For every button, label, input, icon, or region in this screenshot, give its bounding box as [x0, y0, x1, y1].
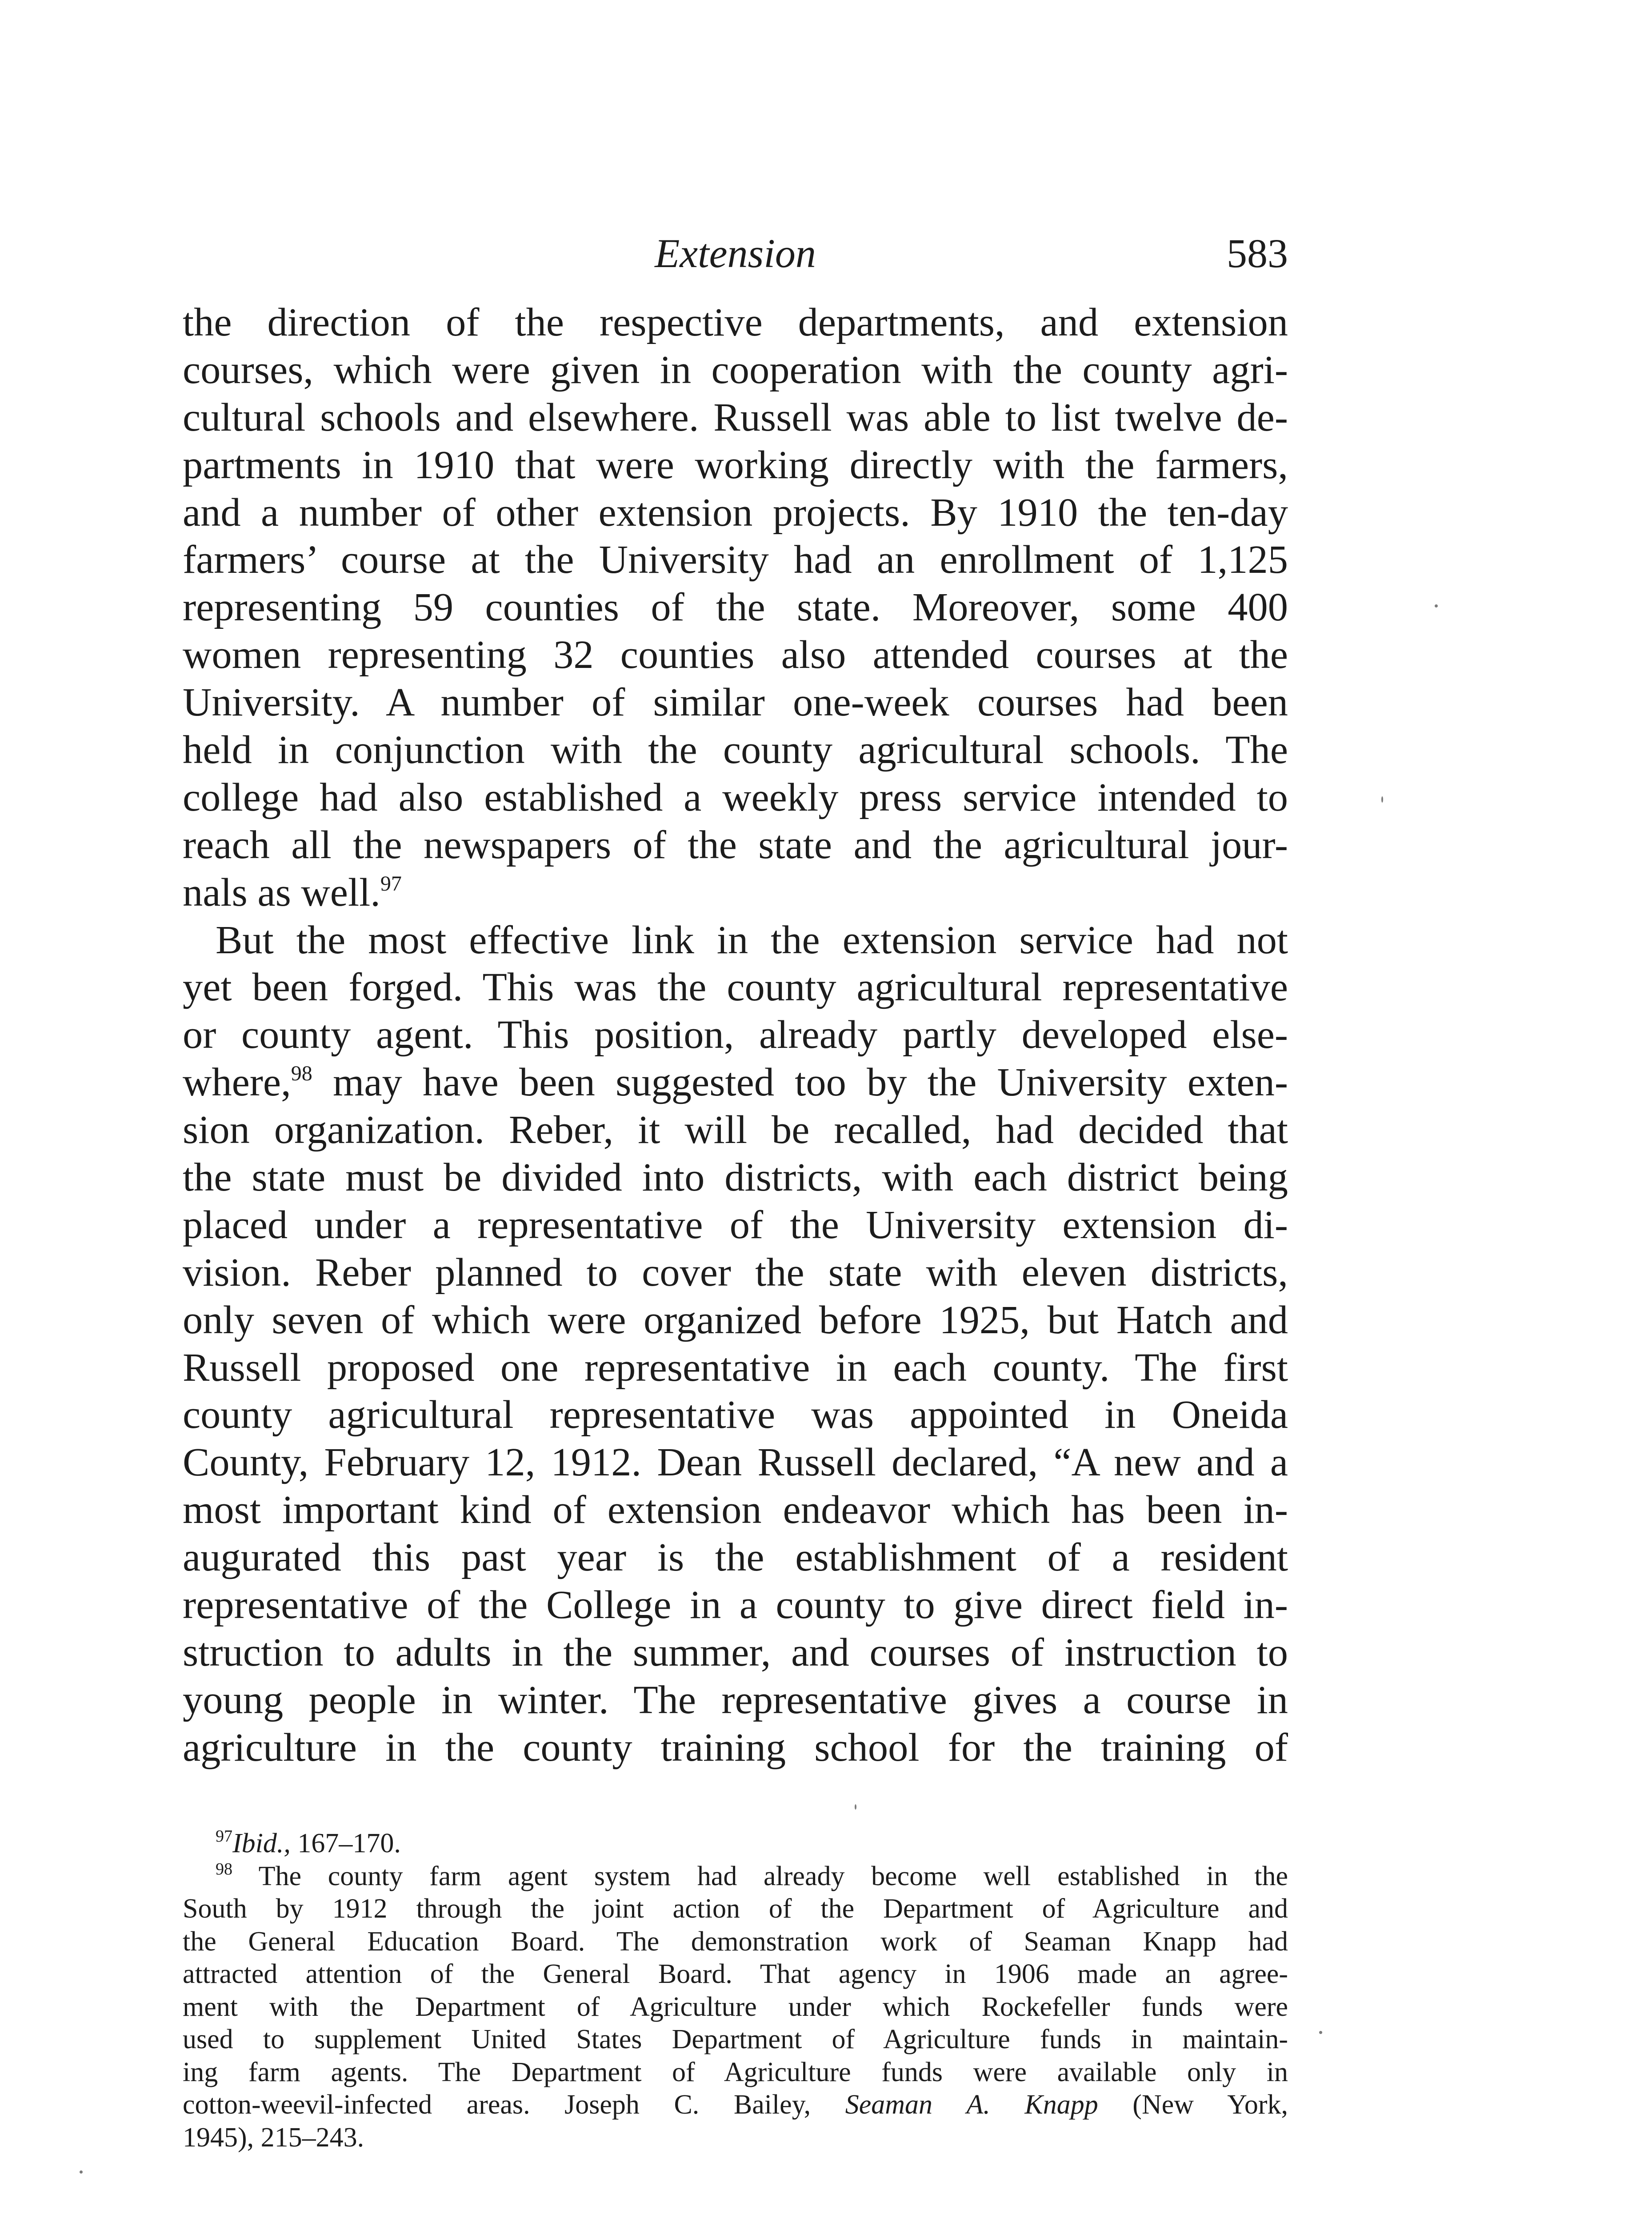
text-line — [183, 1059, 1288, 1106]
scan-speck — [1381, 796, 1383, 803]
text-fragment: nals as well. — [183, 869, 380, 915]
scan-speck — [1319, 2031, 1322, 2034]
text-line: Russell proposed one representative in each county. The first — [183, 1344, 1288, 1390]
footnote-text: (New York, — [1098, 2090, 1288, 2120]
text-line: struction to adults in the summer, and courses of instruction to — [183, 1629, 1288, 1674]
text-line: representing 59 counties of the state. Moreover, some 400 — [183, 584, 1288, 630]
main-text — [183, 299, 1288, 1771]
text-line: or county agent. This position, already partly developed else- — [183, 1012, 1288, 1057]
text-fragment: may have been suggested too by the University exten- — [312, 1059, 1288, 1105]
footnote-text: The county farm agent system had already become well established in the — [258, 1861, 1288, 1891]
text-line: But the most effective link in the extension service had not — [216, 917, 1288, 962]
text-line: the state must be divided into districts, with each district being — [183, 1155, 1288, 1200]
text-line: agriculture in the county training school for the training of — [183, 1724, 1288, 1770]
footnotes — [183, 1827, 1288, 2154]
text-line — [183, 869, 1288, 916]
text-line: county agricultural representative was appointed in Oneida — [183, 1392, 1288, 1437]
text-line: University. A number of similar one-week courses had been — [183, 679, 1288, 725]
text-line: sion organization. Reber, it will be recalled, had decided that — [183, 1107, 1288, 1152]
running-header — [183, 222, 1288, 284]
footnote-citation-italic: Ibid., — [232, 1828, 291, 1858]
footnote-title-italic: Seaman A. Knapp — [845, 2090, 1098, 2120]
text-line: yet been forged. This was the county agricultural representative — [183, 964, 1288, 1010]
chapter-title: Extension — [655, 231, 816, 276]
footnote-line: the General Education Board. The demonstration work of Seaman Knapp had — [183, 1926, 1288, 1957]
text-line: and a number of other extension projects. By 1910 the ten-day — [183, 489, 1288, 535]
text-line: women representing 32 counties also attended courses at the — [183, 632, 1288, 677]
text-line: most important kind of extension endeavor which has been in- — [183, 1487, 1288, 1532]
scan-speck — [1435, 604, 1438, 607]
footnote-line: 1945), 215–243. — [183, 2122, 364, 2153]
text-line: young people in winter. The representative gives a course in — [183, 1677, 1288, 1722]
text-line: vision. Reber planned to cover the state with eleven districts, — [183, 1249, 1288, 1295]
text-line: farmers’ course at the University had an enrollment of 1,125 — [183, 537, 1288, 582]
footnote-line: South by 1912 through the joint action of the Department of Agriculture and — [183, 1894, 1288, 1924]
text-line: County, February 12, 1912. Dean Russell declared, “A new and a — [183, 1439, 1288, 1485]
footnote-text: 167–170. — [290, 1828, 401, 1858]
text-line: representative of the College in a county to give direct field in- — [183, 1582, 1288, 1627]
footnote-line: ment with the Department of Agriculture under which Rockefeller funds were — [183, 1991, 1288, 2022]
footnote-98 — [183, 1860, 1288, 1893]
text-line: reach all the newspapers of the state and the agricultural jour- — [183, 822, 1288, 867]
text-line: only seven of which were organized before 1925, but Hatch and — [183, 1297, 1288, 1342]
text-line: courses, which were given in cooperation with the county agri- — [183, 347, 1288, 392]
footnote-number: 97 — [216, 1827, 232, 1846]
scan-speck — [855, 1804, 856, 1810]
footnote-number: 98 — [216, 1859, 232, 1878]
text-line: the direction of the respective departments, and extension — [183, 300, 1288, 344]
footnote-line: attracted attention of the General Board. That agency in 1906 made an agree- — [183, 1959, 1288, 1989]
footnote-reference: 98 — [291, 1062, 312, 1086]
page-number: 583 — [1227, 231, 1288, 276]
footnote-line: ing farm agents. The Department of Agriculture funds were available only in — [183, 2057, 1288, 2087]
footnote-line: used to supplement United States Department of Agriculture funds in maintain- — [183, 2024, 1288, 2054]
footnote-reference: 97 — [380, 871, 402, 895]
text-line: augurated this past year is the establishment of a resident — [183, 1535, 1288, 1580]
text-fragment: where, — [183, 1059, 291, 1105]
footnote-text: cotton-weevil-infected areas. Joseph C. Bailey, — [183, 2090, 845, 2120]
text-line: cultural schools and elsewhere. Russell was able to list twelve de- — [183, 394, 1288, 440]
text-line: college had also established a weekly press service intended to — [183, 774, 1288, 819]
footnote-line — [183, 2089, 1288, 2122]
text-line: partments in 1910 that were working directly with the farmers, — [183, 442, 1288, 487]
text-line: held in conjunction with the county agricultural schools. The — [183, 727, 1288, 772]
footnote-97 — [183, 1827, 1288, 1860]
scan-speck — [80, 2170, 83, 2174]
text-line: placed under a representative of the University extension di- — [183, 1202, 1288, 1247]
